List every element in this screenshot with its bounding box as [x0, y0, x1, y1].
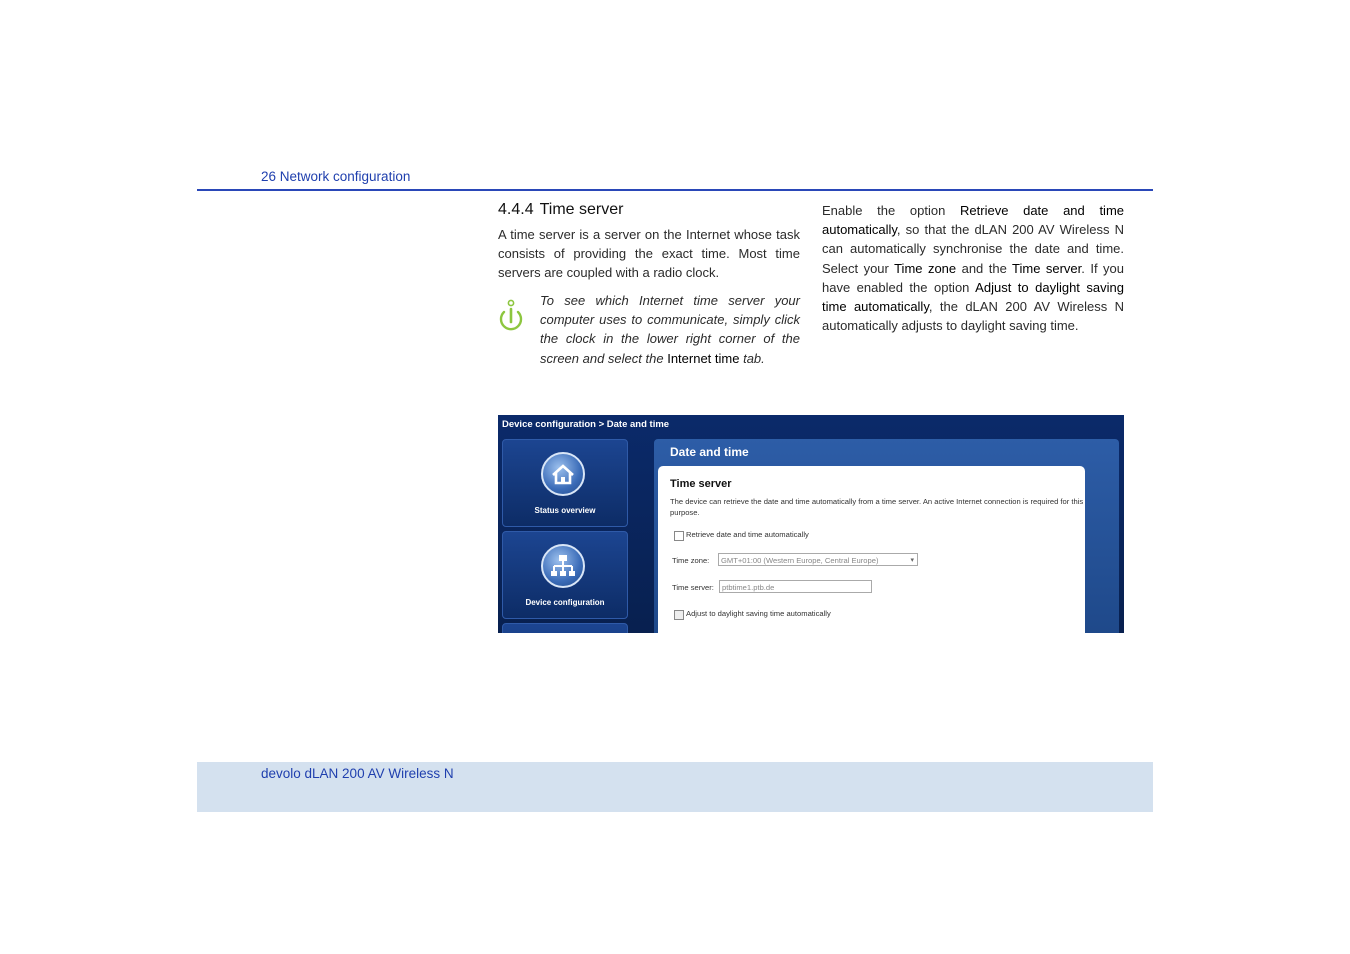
nav-tile-device-configuration[interactable] — [502, 531, 628, 619]
section-heading — [498, 201, 623, 219]
timezone-value: GMT+01:00 (Western Europe, Central Europe) — [721, 556, 879, 565]
network-icon — [541, 544, 585, 588]
time-server-description: The device can retrieve the date and time automatically from a time server. An active Internet connection is required for this purpose. — [670, 497, 1084, 517]
footer-text: devolo dLAN 200 AV Wireless N — [261, 766, 454, 781]
header-rule — [197, 189, 1153, 191]
running-header: 26 Network configuration — [261, 169, 411, 184]
intro-paragraph: A time server is a server on the Internet whose task consists of providing the exact time. Most time servers are coupled with a radio clock. — [498, 227, 800, 281]
text-segment: and the — [956, 260, 1013, 276]
timeserver-input[interactable] — [719, 580, 872, 593]
panel-content — [658, 466, 1085, 633]
section-title: Time server — [539, 201, 624, 218]
bold-term: Retrieve date and time automatically — [822, 203, 1125, 238]
info-icon — [497, 299, 525, 331]
bold-term: Time server — [1012, 260, 1082, 276]
timezone-label: Time zone: — [672, 556, 710, 565]
bold-term: Adjust to daylight saving time automatically — [822, 279, 1124, 315]
retrieve-checkbox[interactable] — [674, 531, 684, 541]
text-segment: , so that the dLAN 200 AV Wireless N can automatically synchronise the date and time. Select your — [822, 222, 1124, 276]
device-ui-screenshot — [498, 415, 1124, 633]
text-segment: Enable the option — [822, 203, 961, 218]
option-paragraph — [822, 201, 1124, 335]
bold-term: Time zone — [894, 260, 957, 276]
dst-checkbox[interactable] — [674, 610, 684, 620]
timeserver-label: Time server: — [672, 583, 714, 592]
home-icon — [541, 452, 585, 496]
chevron-down-icon: ▾ — [910, 557, 914, 564]
timezone-select[interactable] — [718, 553, 918, 566]
timeserver-value: ptbtime1.ptb.de — [722, 583, 775, 592]
dst-label: Adjust to daylight saving time automatically — [686, 609, 831, 618]
nav-label: Status overview — [534, 506, 596, 515]
retrieve-label: Retrieve date and time automatically — [686, 530, 809, 539]
nav-tile-status-overview[interactable] — [502, 439, 628, 527]
nav-label: Device configuration — [525, 598, 605, 607]
date-time-panel — [654, 439, 1119, 633]
section-number: 4.4.4 — [498, 201, 534, 218]
text-segment: . If you have enabled the option — [822, 260, 1124, 295]
tip-text-after: tab. — [739, 350, 765, 366]
tip-bold: Internet time — [667, 350, 740, 366]
panel-title: Date and time — [670, 445, 749, 459]
nav-tile-partial[interactable] — [502, 623, 628, 633]
breadcrumb: Device configuration > Date and time — [502, 419, 670, 430]
time-server-heading: Time server — [670, 478, 732, 490]
tip-text — [540, 291, 800, 368]
tip-text-before: To see which Internet time server your computer uses to communicate, simply click the clock in the lower right corner of the screen and select the — [540, 293, 800, 366]
text-segment: , the dLAN 200 AV Wireless N automatically adjusts to daylight saving time. — [822, 299, 1124, 334]
